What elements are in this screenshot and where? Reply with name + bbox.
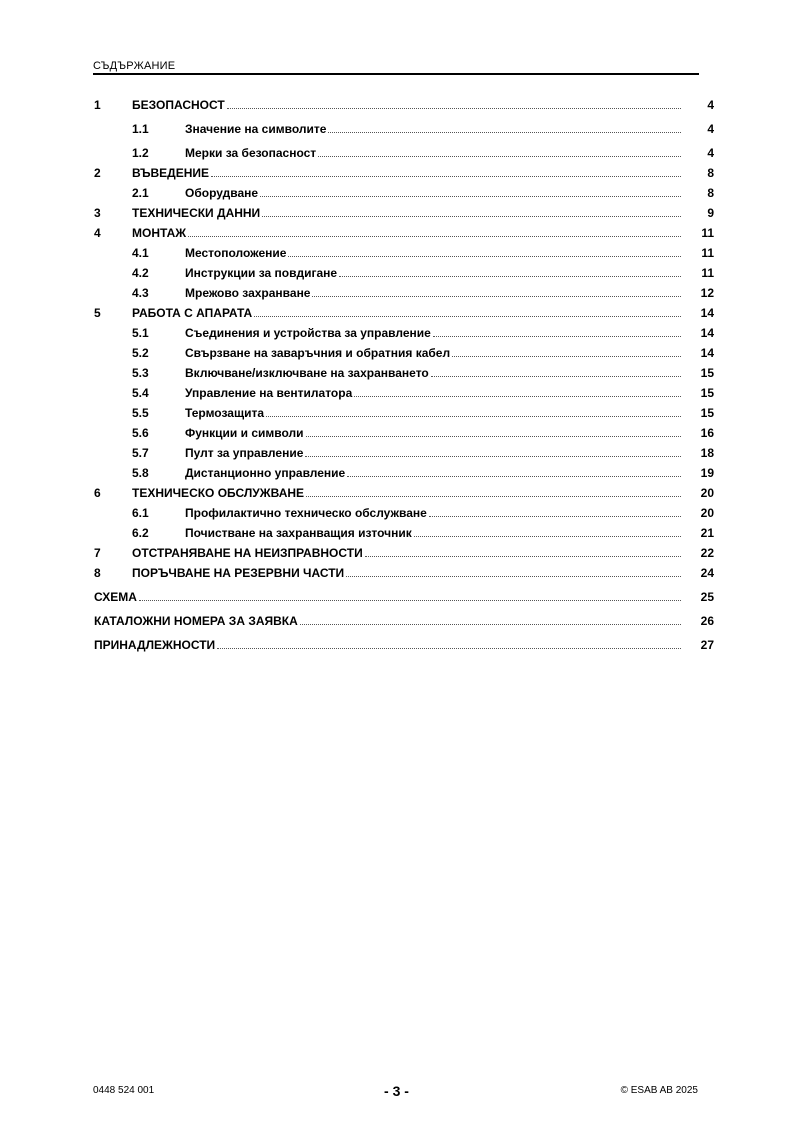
toc-entry-title: Управление на вентилатора [185, 386, 353, 400]
toc-entry-page: 26 [700, 614, 714, 628]
toc-entry[interactable] [94, 464, 714, 480]
toc-entry[interactable] [94, 384, 714, 400]
footer-copyright: © ESAB AB 2025 [620, 1085, 698, 1096]
toc-entry-page: 14 [700, 306, 714, 320]
footer-doc-number: 0448 524 001 [93, 1085, 155, 1096]
toc-entry[interactable] [94, 184, 714, 200]
toc-entry-page: 11 [701, 266, 714, 280]
toc-entry-number: 6 [94, 486, 101, 500]
toc-entry-page: 4 [707, 122, 714, 136]
toc-entry-number: 2 [94, 166, 101, 180]
toc-entry[interactable] [94, 424, 714, 440]
toc-entry-title: ПРИНАДЛЕЖНОСТИ [94, 638, 216, 652]
toc-leader-dots [217, 648, 681, 649]
toc-entry-number: 2.1 [132, 186, 149, 200]
toc-leader-dots [312, 296, 681, 297]
toc-entry[interactable] [94, 524, 714, 540]
toc-entry[interactable] [94, 504, 714, 520]
toc-entry-number: 5.5 [132, 406, 149, 420]
toc-entry-title: Инструкции за повдигане [185, 266, 338, 280]
toc-entry-page: 8 [707, 186, 714, 200]
toc-entry-page: 24 [700, 566, 714, 580]
toc-entry[interactable] [94, 564, 714, 580]
toc-entry[interactable] [94, 404, 714, 420]
toc-entry-title: ОТСТРАНЯВАНЕ НА НЕИЗПРАВНОСТИ [132, 546, 363, 560]
toc-entry[interactable] [94, 612, 714, 628]
toc-entry[interactable] [94, 636, 714, 652]
toc-entry[interactable] [94, 120, 714, 136]
toc-leader-dots [328, 132, 681, 133]
toc-entry-page: 21 [700, 526, 714, 540]
toc-entry-page: 8 [707, 166, 714, 180]
toc-leader-dots [188, 236, 681, 237]
toc-entry-number: 4.3 [132, 286, 149, 300]
toc-entry-page: 15 [700, 366, 714, 380]
toc-entry-title: Включване/изключване на захранването [185, 366, 429, 380]
toc-entry-number: 5.6 [132, 426, 149, 440]
toc-entry-page: 15 [700, 406, 714, 420]
toc-leader-dots [347, 476, 681, 477]
toc-entry-title: Мерки за безопасност [185, 146, 317, 160]
toc-entry[interactable] [94, 96, 714, 112]
toc-entry-title: Термозащита [185, 406, 265, 420]
toc-leader-dots [431, 376, 681, 377]
toc-leader-dots [266, 416, 681, 417]
toc-entry-number: 8 [94, 566, 101, 580]
toc-entry-number: 3 [94, 206, 101, 220]
toc-entry-title: Значение на символите [185, 122, 327, 136]
footer-page-number: - 3 - [384, 1083, 409, 1099]
toc-entry-number: 6.2 [132, 526, 149, 540]
toc-entry-number: 5.4 [132, 386, 149, 400]
toc-entry-number: 4.1 [132, 246, 149, 260]
toc-entry-number: 4 [94, 226, 101, 240]
toc-entry-page: 25 [700, 590, 714, 604]
toc-entry-page: 9 [707, 206, 714, 220]
toc-entry-number: 5 [94, 306, 101, 320]
toc-entry[interactable] [94, 544, 714, 560]
toc-entry-number: 5.1 [132, 326, 149, 340]
toc-entry-title: Свързване на заваръчния и обратния кабел [185, 346, 451, 360]
toc-entry-title: КАТАЛОЖНИ НОМЕРА ЗА ЗАЯВКА [94, 614, 298, 628]
toc-entry-title: ПОРЪЧВАНЕ НА РЕЗЕРВНИ ЧАСТИ [132, 566, 345, 580]
toc-leader-dots [306, 496, 681, 497]
toc-entry[interactable] [94, 144, 714, 160]
toc-leader-dots [365, 556, 681, 557]
toc-leader-dots [414, 536, 681, 537]
toc-entry-number: 1.1 [132, 122, 149, 136]
toc-entry-number: 5.8 [132, 466, 149, 480]
toc-entry[interactable] [94, 484, 714, 500]
toc-entry-number: 1 [94, 98, 101, 112]
toc-entry-title: РАБОТА С АПАРАТА [132, 306, 253, 320]
toc-leader-dots [211, 176, 681, 177]
toc-entry-title: ТЕХНИЧЕСКО ОБСЛУЖВАНЕ [132, 486, 305, 500]
toc-entry-page: 18 [700, 446, 714, 460]
toc-entry-page: 14 [700, 346, 714, 360]
toc-entry[interactable] [94, 344, 714, 360]
toc-entry-number: 6.1 [132, 506, 149, 520]
toc-entry[interactable] [94, 244, 714, 260]
toc-entry[interactable] [94, 588, 714, 604]
toc-entry-title: ТЕХНИЧЕСКИ ДАННИ [132, 206, 261, 220]
toc-entry[interactable] [94, 304, 714, 320]
toc-leader-dots [306, 436, 681, 437]
toc-entry-title: БЕЗОПАСНОСТ [132, 98, 225, 112]
toc-entry-title: ВЪВЕДЕНИЕ [132, 166, 210, 180]
toc-leader-dots [339, 276, 681, 277]
toc-entry-page: 27 [700, 638, 714, 652]
toc-entry-title: МОНТАЖ [132, 226, 187, 240]
toc-entry-title: Функции и символи [185, 426, 304, 440]
toc-entry-number: 4.2 [132, 266, 149, 280]
toc-entry-title: Почистване на захранващия източник [185, 526, 412, 540]
toc-entry-number: 5.2 [132, 346, 149, 360]
toc-entry-page: 12 [700, 286, 714, 300]
header-rule [93, 73, 699, 75]
toc-entry-page: 15 [700, 386, 714, 400]
toc-entry-page: 22 [700, 546, 714, 560]
toc-leader-dots [346, 576, 681, 577]
toc-entry-page: 4 [707, 146, 714, 160]
toc-leader-dots [227, 108, 681, 109]
toc-entry-page: 14 [700, 326, 714, 340]
toc-entry-page: 11 [701, 226, 714, 240]
toc-leader-dots [429, 516, 681, 517]
toc-entry-number: 5.3 [132, 366, 149, 380]
toc-entry-title: СХЕМА [94, 590, 137, 604]
toc-entry-page: 19 [700, 466, 714, 480]
toc-leader-dots [305, 456, 681, 457]
toc-entry-page: 20 [700, 506, 714, 520]
toc-leader-dots [300, 624, 681, 625]
page-header-title: СЪДЪРЖАНИЕ [93, 60, 176, 72]
toc-entry-title: Оборудване [185, 186, 259, 200]
toc-leader-dots [260, 196, 681, 197]
toc-leader-dots [254, 316, 681, 317]
toc-entry[interactable] [94, 224, 714, 240]
toc-entry-number: 1.2 [132, 146, 149, 160]
toc-entry-title: Пулт за управление [185, 446, 304, 460]
toc-entry-title: Местоположение [185, 246, 287, 260]
toc-leader-dots [139, 600, 681, 601]
toc-entry[interactable] [94, 284, 714, 300]
toc-entry-title: Съединения и устройства за управление [185, 326, 431, 340]
toc-leader-dots [354, 396, 681, 397]
toc-entry-page: 20 [700, 486, 714, 500]
toc-entry-title: Мрежово захранване [185, 286, 311, 300]
toc-entry-number: 5.7 [132, 446, 149, 460]
toc-entry-page: 16 [700, 426, 714, 440]
toc-entry-title: Дистанционно управление [185, 466, 346, 480]
toc-leader-dots [433, 336, 681, 337]
toc-entry[interactable] [94, 164, 714, 180]
toc-entry-number: 7 [94, 546, 101, 560]
toc-entry[interactable] [94, 444, 714, 460]
toc-entry[interactable] [94, 264, 714, 280]
toc-entry-page: 11 [701, 246, 714, 260]
toc-entry[interactable] [94, 364, 714, 380]
toc-entry[interactable] [94, 204, 714, 220]
toc-leader-dots [262, 216, 681, 217]
toc-entry-title: Профилактично техническо обслужване [185, 506, 427, 520]
toc-leader-dots [288, 256, 681, 257]
toc-entry[interactable] [94, 324, 714, 340]
toc-leader-dots [318, 156, 681, 157]
toc-leader-dots [452, 356, 681, 357]
toc-entry-page: 4 [707, 98, 714, 112]
